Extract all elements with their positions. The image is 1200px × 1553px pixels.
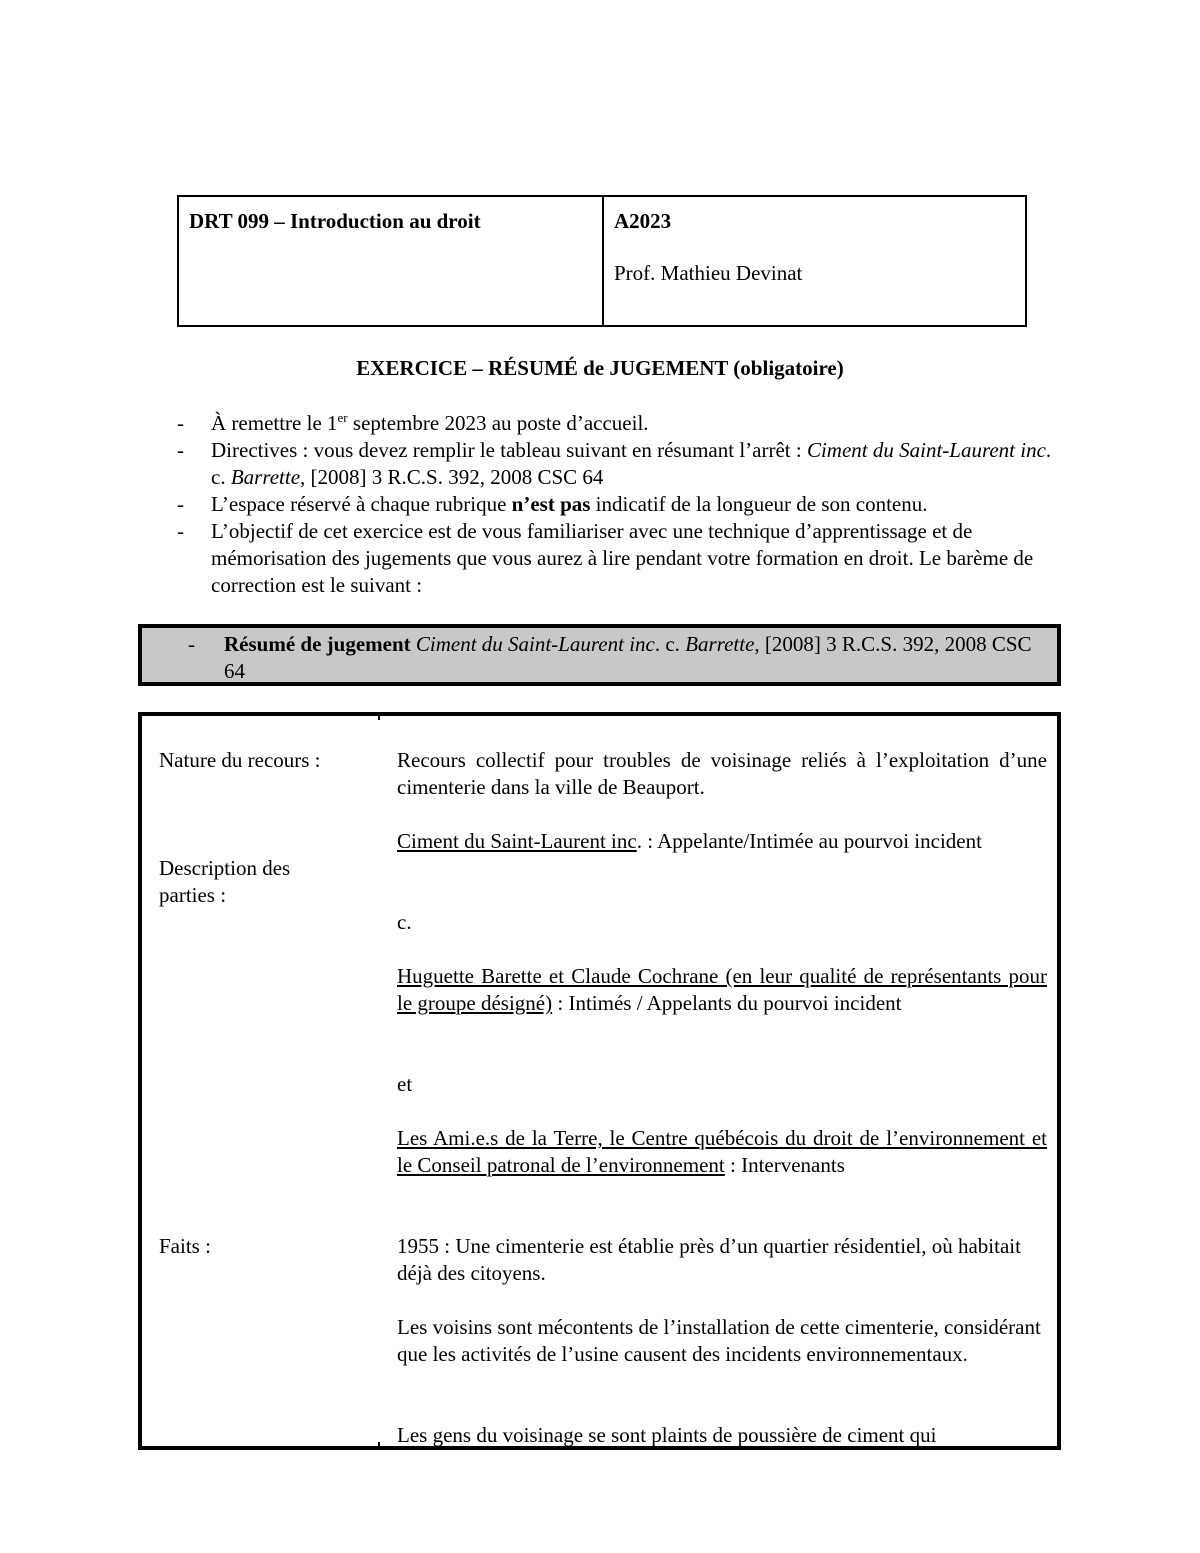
column-divider-bottom [378,1442,380,1450]
party-interveners: Les Ami.e.s de la Terre, le Centre québécois du droit de l’environnement et le Conseil patronal de l’environnement : Intervenants [397,1126,1047,1177]
instructions-list [173,410,1063,599]
and-connector: et [397,1072,413,1096]
list-item: - À remettre le 1er septembre 2023 au poste d’accueil. [177,410,649,435]
nature-value: Recours collectif pour troubles de voisinage reliés à l’exploitation d’une cimenterie dans la ville de Beauport. [397,748,1047,799]
exercise-title: EXERCICE – RÉSUMÉ de JUGEMENT (obligatoire) [356,356,844,380]
judgment-summary-banner: - Résumé de jugement Ciment du Saint-Laurent inc. c. Barrette, [2008] 3 R.C.S. 392, 2008 CSC 64 [138,624,1061,686]
fact-3: Les gens du voisinage se sont plaints de poussière de ciment qui [397,1423,937,1447]
summary-table [138,712,1061,1450]
party-respondents: Huguette Barette et Claude Cochrane (en leur qualité de représentants pour le groupe désigné) : Intimés / Appelants du pourvoi incident [397,964,1047,1015]
list-item: - Directives : vous devez remplir le tableau suivant en résumant l’arrêt : Ciment du Saint-Laurent inc. c. Barrette, [2008] 3 R.C.S. 392, 2008 CSC 64 [177,438,1052,489]
fact-2: Les voisins sont mécontents de l’installation de cette cimenterie, considérant que les activités de l’usine causent des incidents environnementaux. [397,1315,1041,1366]
course-header-table [177,195,1027,327]
party-appellant: Ciment du Saint-Laurent inc. : Appelante/Intimée au pourvoi incident [397,829,982,853]
parties-label: Description des parties : [159,856,291,907]
nature-label: Nature du recours : [159,748,321,772]
column-divider-top [378,712,380,720]
versus: c. [397,910,412,934]
term: A2023 [614,209,672,233]
list-item: - L’espace réservé à chaque rubrique n’est pas indicatif de la longueur de son contenu. [177,492,928,516]
term-cell [602,197,1025,325]
list-item: - L’objectif de cet exercice est de vous familiariser avec une technique d’apprentissage et de mémorisation des jugements que vous aurez à lire pendant votre formation en droit. Le barème de correction est le suivant : [177,519,1034,597]
course-title: DRT 099 – Introduction au droit [189,209,481,233]
professor: Prof. Mathieu Devinat [614,261,803,285]
fact-1: 1955 : Une cimenterie est établie près d’un quartier résidentiel, où habitait déjà des citoyens. [397,1234,1021,1285]
course-cell [179,197,602,325]
facts-label: Faits : [159,1234,211,1258]
